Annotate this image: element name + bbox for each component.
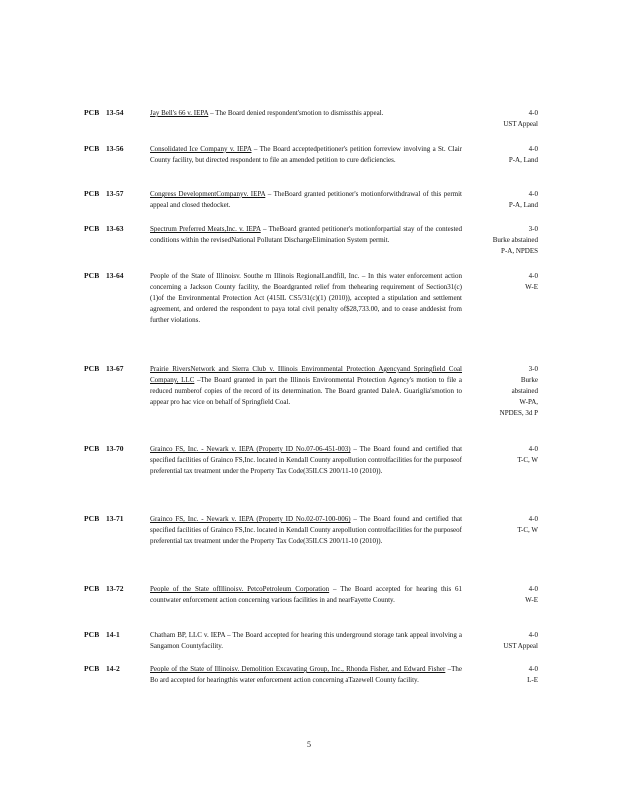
- case-title: Prairie RiversNetwork and Sierra Club v. Illinois Environmental Protection Agencyand Springfield Coal Company, LLC: [150, 365, 462, 384]
- case-title: Spectrum Preferred Meats,Inc. v. IEPA: [150, 225, 261, 233]
- case-type: W-E: [525, 596, 538, 604]
- vote-result: [448, 364, 538, 419]
- case-type: T-C, W: [517, 456, 538, 464]
- case-description: [150, 444, 462, 477]
- docket-number: 13-71: [106, 514, 124, 523]
- board-label: PCB: [84, 514, 100, 523]
- vote-result: [448, 630, 538, 652]
- vote-result: [448, 514, 538, 536]
- case-type: UST Appeal: [503, 120, 538, 128]
- case-type: P-A, Land: [508, 156, 538, 164]
- docket-number: 14-2: [106, 664, 120, 673]
- vote-result: [448, 584, 538, 606]
- vote-count: 4-0: [528, 631, 538, 639]
- case-description: [150, 108, 462, 119]
- case-text: – TheBoard granted petitioner's motionforwithdrawal of this permit appeal and closed thedocket.: [150, 190, 463, 209]
- case-type: W-PA,: [519, 398, 538, 406]
- case-description: [150, 664, 462, 686]
- case-text: – The Board found and certified that specified facilities of Grainco FS,Inc. located in Kendall County arepollution controlfacilities for the purposeof preferential tax treatment under the Property Tax Code(35ILCS 200/11-10 (2010)).: [150, 515, 463, 545]
- case-title: Jay Bell's 66 v. IEPA: [150, 109, 209, 117]
- docket-number: 13-67: [106, 364, 124, 373]
- vote-note: Burke: [520, 376, 538, 384]
- vote-count: 4-0: [528, 272, 538, 280]
- case-text: Chatham BP, LLC v. IEPA – The Board accepted for hearing this underground storage tank appeal involving a Sangamon Countyfacility.: [150, 631, 462, 650]
- vote-result: [448, 144, 538, 166]
- case-title: People of the State ofIllinoisv. PetcoPetroleum Corporation: [150, 585, 330, 593]
- case-text: – The Board found and certified that specified facilities of Grainco FS,Inc. located in Kendall County arepollution controlfacilities for the purposeof preferential tax treatment under the Property Tax Code(35ILCS 200/11-10 (2010)).: [150, 445, 463, 475]
- vote-count: 4-0: [528, 665, 538, 673]
- case-description: [150, 584, 462, 606]
- docket-number: 13-57: [106, 189, 124, 198]
- board-label: PCB: [84, 224, 100, 233]
- vote-count: 4-0: [528, 109, 538, 117]
- case-text: – The Board accepted for hearing this 61 countwater enforcement action concerning various facilities in and nearFayette County.: [150, 585, 463, 604]
- page-number: 5: [307, 740, 311, 749]
- vote-result: [448, 224, 538, 257]
- case-description: [150, 189, 462, 211]
- vote-result: [448, 271, 538, 293]
- board-label: PCB: [84, 364, 100, 373]
- docket-number: 13-56: [106, 144, 124, 153]
- case-text: – The Board acceptedpetitioner's petition forreview involving a St. Clair County facility, but directed respondent to file an amended petition to cure deficiencies.: [150, 145, 462, 164]
- case-text: –The Board granted in part the Illinois Environmental Protection Agency's motion to file a reduced numberof copies of the record of its determination. The Board granted DaleA. Guariglia'smotion to appear pro hac vice on behalf of Springfield Coal.: [150, 376, 462, 406]
- vote-count: 3-0: [528, 225, 538, 233]
- vote-note: Burke abstained: [492, 236, 538, 244]
- case-text: –The Bo ard accepted for hearingthis water enforcement action concerning aTazewell County facility.: [150, 665, 462, 684]
- vote-result: [448, 444, 538, 466]
- case-description: [150, 144, 462, 166]
- case-text: People of the State of Illinoisv. Southe rn Illinois RegionalLandfill, Inc. – In this water enforcement action concerning a Jackson County facility, the Boardgranted relief from thehearing requirement of Section31(c)(1)of the Environmental Protection Act (415IL CS5/31(c)(1) (2010)), accepted a stipulation and settlement agreement, and ordered the respondent to paya total civil penalty of$28,733.00, and to cease anddesist from further violations.: [150, 272, 462, 324]
- docket-number: 13-54: [106, 108, 124, 117]
- board-label: PCB: [84, 144, 100, 153]
- case-type: NPDES, 3d P: [499, 409, 538, 417]
- docket-number: 13-63: [106, 224, 124, 233]
- case-description: [150, 630, 462, 652]
- case-type: P-A, NPDES: [501, 247, 538, 255]
- vote-count: 4-0: [528, 445, 538, 453]
- vote-count: 4-0: [528, 585, 538, 593]
- case-type: P-A, Land: [508, 201, 538, 209]
- case-text: – TheBoard granted petitioner's motionforpartial stay of the contested conditions within the revisedNational Pollutant DischargeElimination System permit.: [150, 225, 463, 244]
- case-type: T-C, W: [517, 526, 538, 534]
- board-label: PCB: [84, 664, 100, 673]
- vote-count: 3-0: [528, 365, 538, 373]
- case-title: Grainco FS, Inc. - Newark v. IEPA (Property ID No.07-06-451-003): [150, 445, 351, 453]
- board-label: PCB: [84, 584, 100, 593]
- case-type: W-E: [525, 283, 538, 291]
- vote-result: [448, 189, 538, 211]
- board-label: PCB: [84, 108, 100, 117]
- case-type: L-E: [527, 676, 538, 684]
- vote-count: 4-0: [528, 515, 538, 523]
- board-label: PCB: [84, 271, 100, 280]
- case-title: Consolidated Ice Company v. IEPA: [150, 145, 252, 153]
- case-type: UST Appeal: [503, 642, 538, 650]
- case-description: [150, 364, 462, 408]
- case-description: [150, 514, 462, 547]
- case-title: People of the State of Illinoisv. Demolition Excavating Group, Inc., Rhonda Fisher, and Edward Fisher: [150, 665, 446, 673]
- case-text: – The Board denied respondent'smotion to dismissthis appeal.: [210, 109, 384, 117]
- case-title: Congress DevelopmentCompanyv. IEPA: [150, 190, 266, 198]
- docket-number: 14-1: [106, 630, 120, 639]
- vote-count: 4-0: [528, 145, 538, 153]
- case-title: Grainco FS, Inc. - Newark v. IEPA (Property ID No.02-07-100-006): [150, 515, 351, 523]
- docket-number: 13-64: [106, 271, 124, 280]
- vote-note: abstained: [511, 387, 538, 395]
- docket-number: 13-70: [106, 444, 124, 453]
- board-label: PCB: [84, 189, 100, 198]
- vote-result: [448, 664, 538, 686]
- vote-result: [448, 108, 538, 130]
- board-label: PCB: [84, 630, 100, 639]
- case-description: [150, 224, 462, 246]
- board-label: PCB: [84, 444, 100, 453]
- vote-count: 4-0: [528, 190, 538, 198]
- docket-number: 13-72: [106, 584, 124, 593]
- case-description: [150, 271, 462, 326]
